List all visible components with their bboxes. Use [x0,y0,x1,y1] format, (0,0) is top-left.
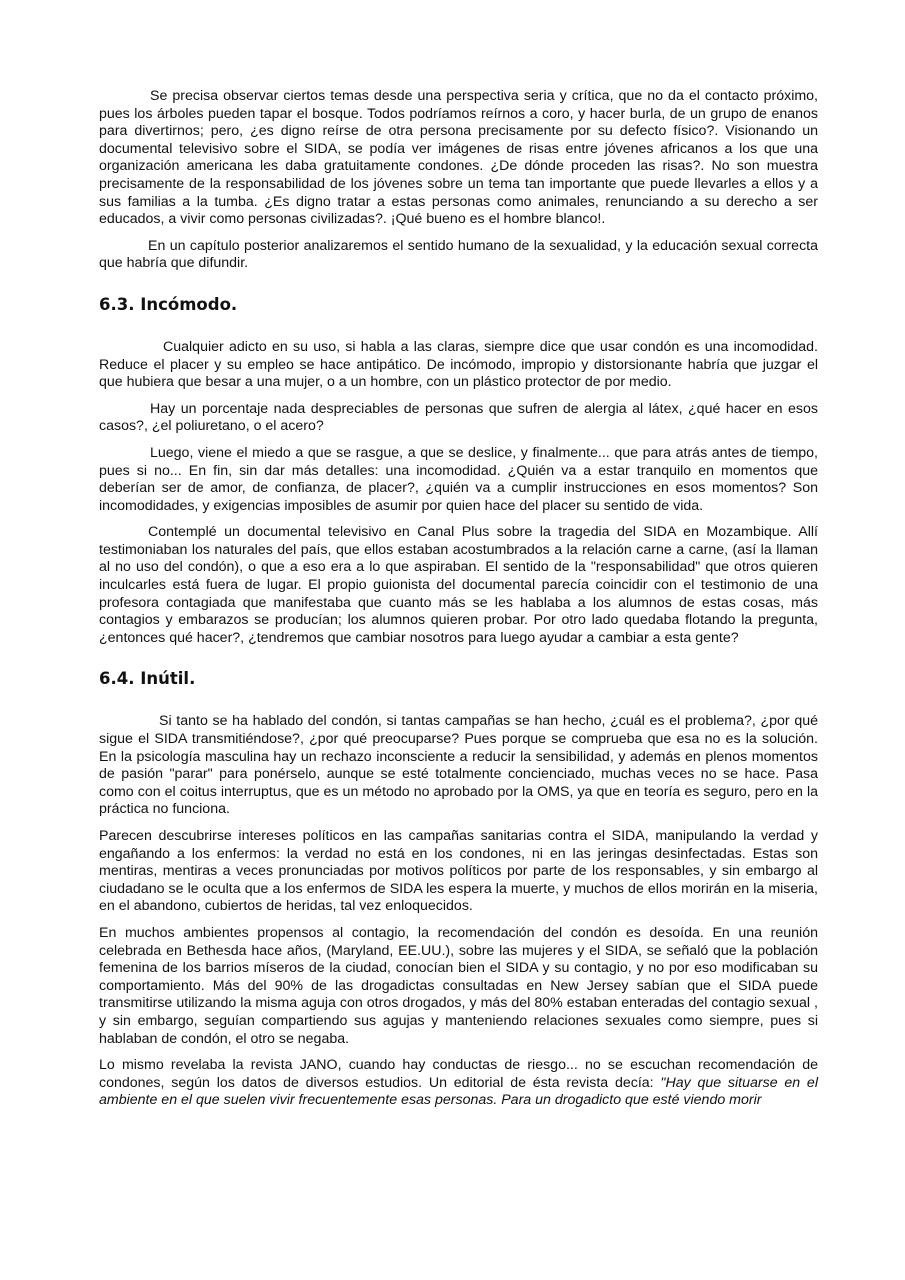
section-heading-6-3: 6.3. Incómodo. [99,294,238,314]
paragraph: En muchos ambientes propensos al contagio, la recomendación del condón es desoída. En una reunión celebrada en Bethesda hace años, (Maryland, EE.UU.), sobre las mujeres y el SIDA, se señaló que la población femenina de los barrios míseros de la ciudad, conocían bien el SIDA y su contagio, y no por eso modificaban su comportamiento. Más del 90% de las drogadictas consultadas en New Jersey sabían que el SIDA puede transmitirse utilizando la misma aguja con otros drogados, y más del 80% estaban enteradas del contagio sexual , y sin embargo, seguían compartiendo sus agujas y manteniendo relaciones sexuales como siempre, pues si hablaban de condón, el otro se negaba. [99,924,818,1047]
paragraph: Luego, viene el miedo a que se rasgue, a que se deslice, y finalmente... que para atrás antes de tiempo, pues si no... En fin, sin dar más detalles: una incomodidad. ¿Quién va a estar tranquilo en momentos que deberían ser de amor, de confianza, de placer?, ¿quién va a cumplir instrucciones en esos momentos? Son incomodidades, y exigencias imposibles de asumir por quien hace del placer su sentido de vida. [99,444,818,514]
editorial-quote: "Hay que situarse en el ambiente en el que suelen vivir frecuentemente esas personas. Para un drogadicto que esté viendo morir [99,1074,818,1109]
paragraph-text: Lo mismo revelaba la revista JANO, cuando hay conductas de riesgo... no se escuchan recomendación de condones, según los datos de diversos estudios. Un editorial de ésta revista decía: [99,1057,818,1091]
paragraph: Contemplé un documental televisivo en Canal Plus sobre la tragedia del SIDA en Mozambique. Allí testimoniaban los naturales del país, que ellos estaban acostumbrados a la relación carne a carne, (así la llaman al no uso del condón), o que a eso era a lo que aspiraban. El sentido de la "responsabilidad" que otros quieren inculcarles está fuera de lugar. El propio guionista del documental parecía coincidir con el testimonio de una profesora contagiada que manifestaba que cuanto más se les hablaba a los alumnos de estas cosas, más contagios y embarazos se producían; los alumnos quieren probar. Por otro lado quedaba flotando la pregunta, ¿entonces qué hacer?, ¿tendremos que cambiar nosotros para luego ayudar a cambiar a esta gente? [99,524,818,646]
paragraph: Se precisa observar ciertos temas desde una perspectiva seria y crítica, que no da el contacto próximo, pues los árboles pueden tapar el bosque. Todos podríamos reírnos a coro, y hacer burla, de un grupo de enanos para divertirnos; pero, ¿es digno reírse de otra persona precisamente por su defecto físico?. Visionando un documental televisivo sobre el SIDA, se podía ver imágenes de risas entre jóvenes africanos a los que una organización americana les daba gratuitamente condones. ¿De dónde proceden las risas?. No son muestra precisamente de la responsabilidad de los jóvenes sobre un tema tan importante que puede llevarles a ellos y a sus familias a la tumba. ¿Es digno tratar a estas personas como animales, renunciando a su derecho a ser educados, a vivir como personas civilizadas?. ¡Qué bueno es el hombre blanco!. [99,88,818,228]
paragraph: Parecen descubrirse intereses políticos en las campañas sanitarias contra el SIDA, manipulando la verdad y engañando a los enfermos: la verdad no está en los condones, ni en las jeringas desinfectadas. Estas son mentiras, mentiras a veces pronunciadas por motivos políticos por parte de los responsables, y sin embargo al ciudadano se le oculta que a los enfermos de SIDA les espera la muerte, y muchos de ellos morirán en la miseria, en el abandono, cubiertos de heridas, tal vez enloquecidos. [99,828,818,915]
paragraph [99,1057,818,1110]
paragraph: Si tanto se ha hablado del condón, si tantas campañas se han hecho, ¿cuál es el problema?, ¿por qué sigue el SIDA transmitiéndose?, ¿por qué preocuparse? Pues porque se comprueba que esa no es la solución. En la psicología masculina hay un rechazo inconsciente a reducir la sensibilidad, y además en plenos momentos de pasión "parar" para ponérselo, aunque se esté totalmente concienciado, muchas veces no se hace. Pasa como con el coitus interruptus, que es un método no aprobado por la OMS, ya que en teoría es seguro, pero en la práctica no funciona. [99,713,818,818]
section-heading-6-4: 6.4. Inútil. [99,669,196,689]
paragraph: En un capítulo posterior analizaremos el sentido humano de la sexualidad, y la educación sexual correcta que habría que difundir. [99,237,818,272]
paragraph: Hay un porcentaje nada despreciables de personas que sufren de alergia al látex, ¿qué hacer en esos casos?, ¿el poliuretano, o el acero? [99,400,818,435]
paragraph: Cualquier adicto en su uso, si habla a las claras, siempre dice que usar condón es una incomodidad. Reduce el placer y su empleo se hace antipático. De incómodo, impropio y distorsionante habría que juzgar el que hubiera que besar a una mujer, o a un hombre, con un plástico protector de por medio. [99,338,818,391]
document-page [99,88,818,1119]
